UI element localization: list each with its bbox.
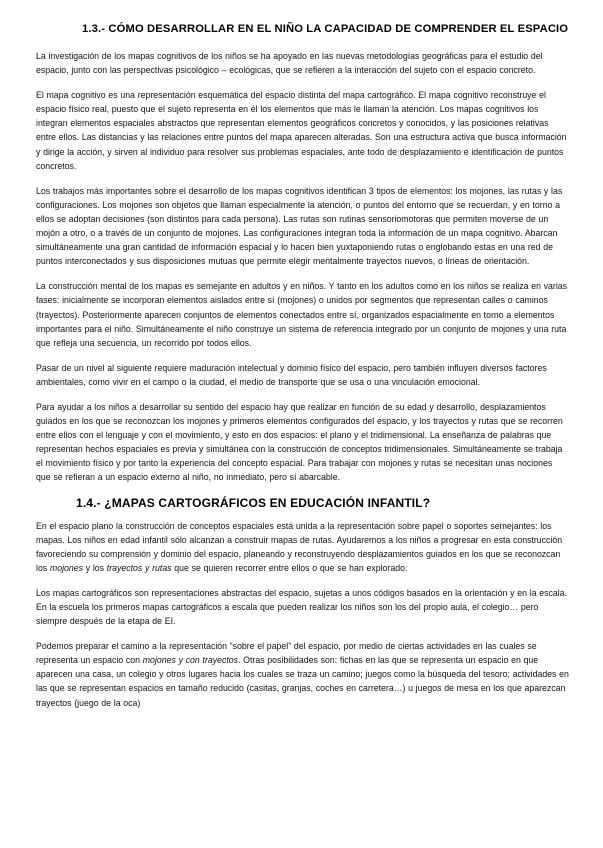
section-heading-1-3: 1.3.- CÓMO DESARROLLAR EN EL NIÑO LA CAPACIDAD DE COMPRENDER EL ESPACIO	[82, 23, 569, 35]
paragraph-text: Podemos preparar el camino a la representación “sobre el papel” del espacio, por medio de ciertas actividades en las cuales se representa un espacio con	[36, 641, 537, 666]
paragraph-1-3-1: La investigación de los mapas cognitivos de los niños se ha apoyado en las nuevas metodologías geográficas para el estudio del espacio, junto con las perspectivas psicológico – ecológicas, que se refieren a la interacción del sujeto con el espacio concreto.	[36, 51, 543, 76]
paragraph-text: que se quieren recorrer entre ellos o que se han explorado.	[171, 562, 408, 573]
paragraph-text: y los	[83, 562, 107, 573]
paragraph-1-3-4: La construcción mental de los mapas es semejante en adultos y en niños. Y tanto en los adultos como en los niños se realiza en varias fases: inicialmente se incorporan elementos aislados entre sí (mojones) o unidos por segmentos que representan calles o caminos (trayectos). Posteriormente aparecen conjuntos de elementos conectados entre sí, organizados espacialmente en torno a elementos importantes para el niño. Simultáneamente el niño construye un sistema de referencia integrado por un conjunto de mojones y una ruta que refleja una secuencia, un recorrido por todos ellos.	[36, 281, 568, 348]
paragraph-1-4-1	[36, 519, 569, 575]
paragraph-1-3-2: El mapa cognitivo es una representación esquemática del espacio distinta del mapa cartográfico. El mapa cognitivo reconstruye el espacio físico real, puesto que el sujeto representa en él los elementos que más le llaman la atención. Los mapas cognitivos los integran elementos espaciales abstractos que representan elementos geográficos concretos y conocidos, y las posiciones relativas entre ellos. Las distancias y las relaciones entre puntos del mapa aparecen alteradas. Son una estructura activa que busca información y dirige la acción, y sirven al individuo para resolver sus problemas espaciales, ante todo de desplazamiento e identificación de puntos concretos.	[36, 90, 567, 171]
paragraph-1-3-6: Para ayudar a los niños a desarrollar su sentido del espacio hay que realizar en función de su edad y desarrollo, desplazamientos guiados en los que se reconozcan los mojones y primeros elementos configurados del espacio, y los trayectos y rutas que se recorren entre ellos con el lenguaje y con el movimiento, y esto en dos espacios: el plano y el tridimensional. La enseñanza de palabras que representan hechos espaciales es previa y simultánea con la construcción de conceptos tridimensionales. Simultáneamente se trabaja el movimiento físico y por tanto la experiencia del concepto espacial. Para trabajar con mojones y rutas se necesitan unas nociones que se refieran a un espacio externo al niño, no inmediato, pero sí abarcable.	[36, 401, 563, 483]
paragraph-1-3-5: Pasar de un nivel al siguiente requiere maduración intelectual y dominio físico del espacio, pero también influyen diversos factores ambientales, como vivir en el campo o la ciudad, el medio de transporte que se usa o una vinculación emocional.	[36, 362, 547, 387]
paragraph-1-3-3: Los trabajos más importantes sobre el desarrollo de los mapas cognitivos identifican 3 tipos de elementos: los mojones, las rutas y las configuraciones. Los mojones son objetos que llaman especialmente la atención, o puntos del entorno que se recuerdan, y en torno a ellos se adoptan decisiones (son distintos para cada persona). Las rutas son rutinas sensoriomotoras que permiten moverse de un mojón a otro, o a través de un conjunto de mojones. Las configuraciones integran toda la información de un mapa cognitivo. Abarcan simultáneamente una gran cantidad de información espacial y lo hacen bien yuxtaponiendo rutas o englobando estas en una red de puntos interconectados y sus disposiciones mutuas que permite elegir mentalmente trayectos nuevos, o líneas de orientación.	[36, 185, 563, 267]
paragraph-text: . Otras posibilidades son: fichas en las que se representa un espacio en que aparecen una casa, un colegio y otros lugares hacia los cuales se traza un camino; juegos como la búsqueda del tesoro; actividades en las que se representan espacios en tamaño reducido (casitas, granjas, coches en carretera…) u juegos de mesa en los que aparezcan trayectos (juego de la oca)	[36, 655, 569, 708]
paragraph-1-4-2: Los mapas cartográficos son representaciones abstractas del espacio, sujetas a unos códigos basados en la orientación y en la escala. En la escuela los primeros mapas cartográficos a escala que pueden realizar los niños son los del propio aula, el colegio… pero siempre después de la etapa de EI.	[36, 587, 568, 627]
emphasis-mojones-trayectos: mojones y con trayectos	[142, 655, 239, 666]
paragraph-text: En el espacio plano la construcción de conceptos espaciales está unida a la representación sobre papel o soportes semejantes: los mapas. Los niños en edad infantil sólo alcanzan a construir mapas de rutas. Ayudaremos a los niños a progresar en esta construcción favoreciendo su comprensión y dominio del espacio, planeando y reconstruyendo desplazamientos guiados en los que se reconozcan los	[36, 520, 563, 573]
paragraph-1-4-3	[36, 639, 569, 709]
section-heading-1-4: 1.4.- ¿MAPAS CARTOGRÁFICOS EN EDUCACIÓN INFANTIL?	[76, 495, 431, 510]
emphasis-trayectos-rutas: trayectos y rutas	[106, 562, 172, 573]
emphasis-mojones: mojones	[49, 562, 83, 573]
